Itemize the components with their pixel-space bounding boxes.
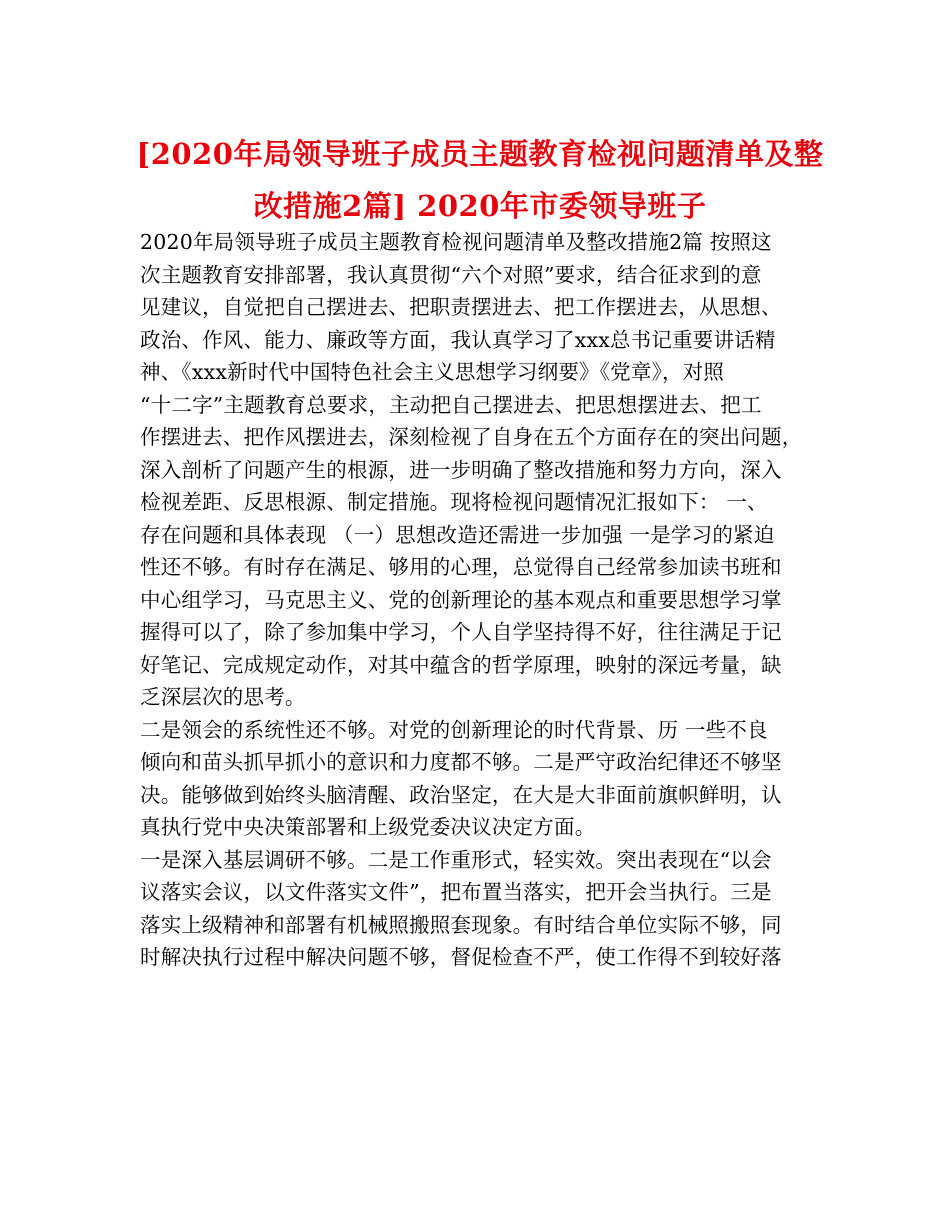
title-line-1: [2020年局领导班子成员主题教育检视问题清单及整 — [136, 137, 824, 171]
body-line: 二是领会的系统性还不够。对党的创新理论的时代背景、历 一些不良 — [140, 717, 768, 742]
body-line: 次主题教育安排部署，我认真贯彻“六个对照”要求，结合征求到的意 — [140, 262, 762, 287]
body-line: 见建议，自觉把自己摆进去、把职责摆进去、把工作摆进去，从思想、 — [140, 295, 782, 319]
body-line: “十二字”主题教育总要求，主动把自己摆进去、把思想摆进去、把工 — [140, 392, 762, 417]
body-line: 2020年局领导班子成员主题教育检视问题清单及整改措施2篇 按照这 — [140, 230, 772, 254]
body-line: 神、《xxx新时代中国特色社会主义思想学习纲要》《党章》，对照 — [140, 360, 725, 384]
document-title — [120, 128, 840, 232]
body-line: 时解决执行过程中解决问题不够，督促检查不严，使工作得不到较好落 — [140, 945, 782, 969]
body-line: 决。能够做到始终头脑清醒、政治坚定，在大是大非面前旗帜鲜明，认 — [140, 782, 782, 807]
body-line: 乏深层次的思考。 — [140, 685, 306, 709]
body-line: 倾向和苗头抓早抓小的意识和力度都不够。二是严守政治纪律还不够坚 — [140, 750, 782, 774]
body-line: 性还不够。有时存在满足、够用的心理，总觉得自己经常参加读书班和 — [140, 555, 782, 579]
document-body — [140, 226, 830, 974]
body-line: 检视差距、反思根源、制定措施。现将检视问题情况汇报如下： 一、 — [140, 490, 768, 514]
body-line: 深入剖析了问题产生的根源，进一步明确了整改措施和努力方向，深入 — [140, 457, 782, 482]
body-line: 一是深入基层调研不够。二是工作重形式，轻实效。突出表现在“以会 — [140, 847, 772, 872]
body-line: 议落实会议，以文件落实文件”，把布置当落实，把开会当执行。三是 — [140, 880, 772, 904]
body-line: 握得可以了，除了参加集中学习，个人自学坚持得不好，往往满足于记 — [140, 620, 782, 644]
title-line-2: 改措施2篇] 2020年市委领导班子 — [253, 189, 707, 223]
body-line: 真执行党中央决策部署和上级党委决议决定方面。 — [140, 815, 596, 839]
body-line: 政治、作风、能力、廉政等方面，我认真学习了xxx总书记重要讲话精 — [140, 327, 776, 352]
body-line: 中心组学习，马克思主义、党的创新理论的基本观点和重要思想学习掌 — [140, 587, 782, 612]
body-line: 好笔记、完成规定动作，对其中蕴含的哲学原理，映射的深远考量，缺 — [140, 652, 782, 677]
body-line: 作摆进去、把作风摆进去，深刻检视了自身在五个方面存在的突出问题， — [140, 425, 803, 449]
body-line: 存在问题和具体表现 （一）思想改造还需进一步加强 一是学习的紧迫 — [140, 522, 775, 547]
body-line: 落实上级精神和部署有机械照搬照套现象。有时结合单位实际不够，同 — [140, 912, 782, 937]
